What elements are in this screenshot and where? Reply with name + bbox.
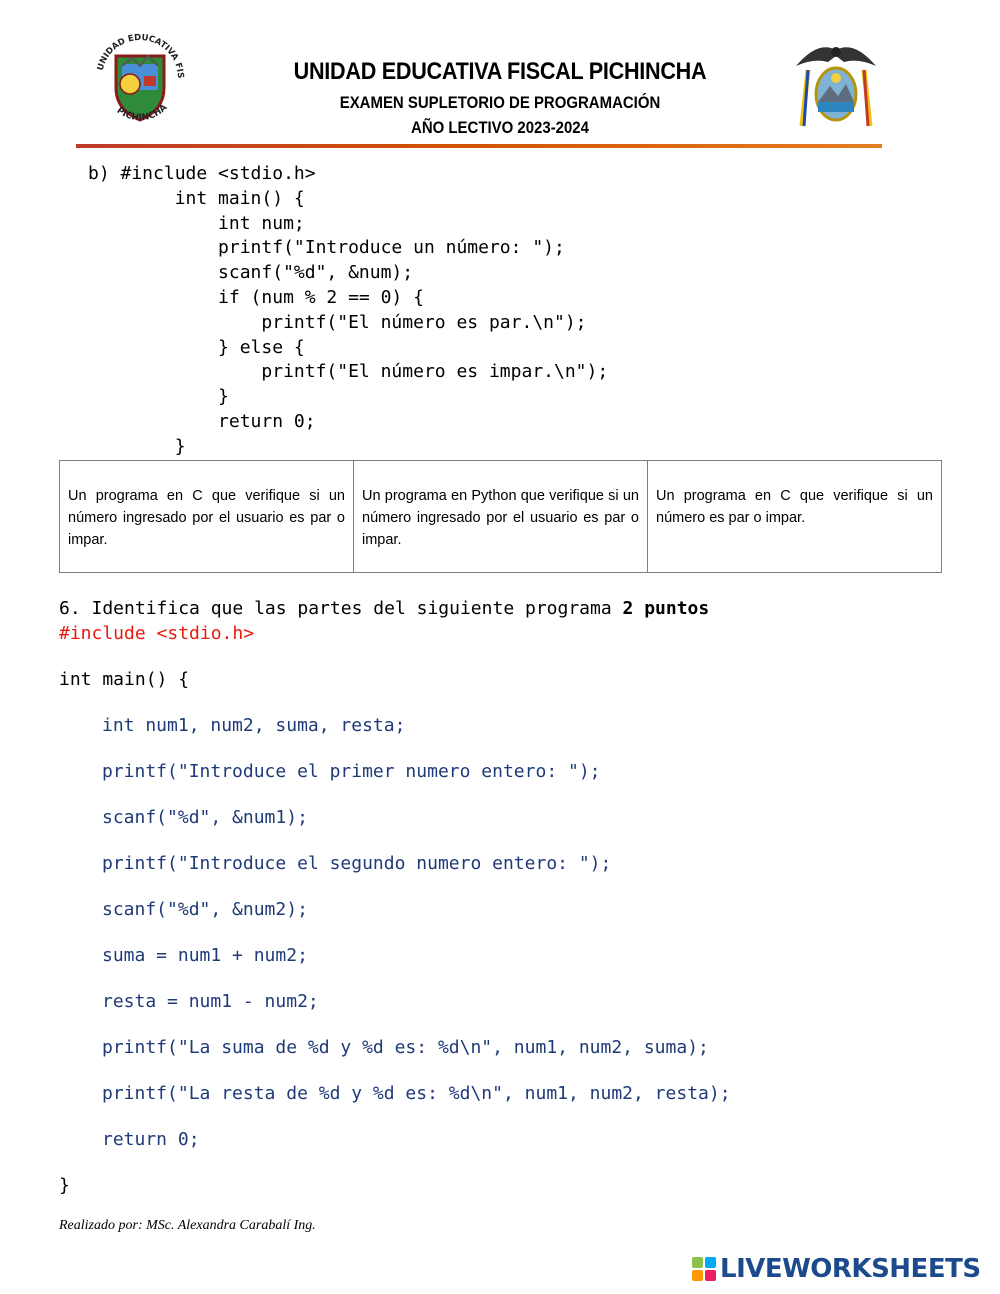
svg-text:PICHINCHA: PICHINCHA (114, 102, 170, 124)
answer-option-cell[interactable]: Un programa en Python que verifique si un número ingresado por el usuario es par o impar. (354, 461, 648, 573)
option-b-code: b) #include <stdio.h> int main() { int num; printf("Introduce un número: "); scanf("%d", &num); if (num % 2 == 0) { printf("El número es par.\n"); } else { printf("El número es impar.\n"); } return 0; } (88, 163, 609, 457)
answer-option-cell[interactable]: Un programa en C que verifique si un número ingresado por el usuario es par o impar. (60, 461, 354, 573)
code-line: resta = num1 - num2; (102, 991, 319, 1012)
code-line: scanf("%d", &num2); (102, 899, 308, 920)
exam-title: EXAMEN SUPLETORIO DE PROGRAMACIÓN (339, 93, 661, 112)
answer-options-table (59, 460, 942, 573)
school-year: AÑO LECTIVO 2023-2024 (411, 118, 589, 137)
question-text: 6. Identifica que las partes del siguiente programa (59, 598, 623, 619)
main-open-line: int main() { (59, 669, 190, 690)
question-6-prompt (59, 598, 709, 619)
code-line: int num1, num2, suma, resta; (102, 715, 406, 736)
code-line: return 0; (102, 1129, 200, 1150)
header-divider (76, 144, 882, 148)
svg-text:UNIDAD EDUCATIVA FISCAL: UNIDAD EDUCATIVA FIS (95, 32, 186, 79)
main-close-line: } (59, 1175, 70, 1196)
liveworksheets-icon (692, 1257, 716, 1281)
include-line: #include <stdio.h> (59, 623, 255, 644)
answer-option-cell[interactable]: Un programa en C que verifique si un número es par o impar. (648, 461, 942, 573)
school-name: UNIDAD EDUCATIVA FISCAL PICHINCHA (293, 58, 707, 85)
author-note: Realizado por: MSc. Alexandra Carabalí Ing. (59, 1218, 316, 1233)
question-points: 2 puntos (622, 598, 710, 619)
code-line: printf("La resta de %d y %d es: %d\n", num1, num2, resta); (102, 1083, 731, 1104)
code-line: scanf("%d", &num1); (102, 807, 308, 828)
liveworksheets-logo[interactable] (692, 1254, 981, 1284)
code-line: suma = num1 + num2; (102, 945, 308, 966)
ecuador-coat-of-arms-icon (788, 36, 884, 132)
liveworksheets-brand: LIVEWORKSHEETS (720, 1254, 981, 1284)
code-line: printf("Introduce el segundo numero entero: "); (102, 853, 612, 874)
school-crest-logo (88, 26, 192, 130)
code-line: printf("Introduce el primer numero entero: "); (102, 761, 601, 782)
code-line: printf("La suma de %d y %d es: %d\n", num1, num2, suma); (102, 1037, 709, 1058)
